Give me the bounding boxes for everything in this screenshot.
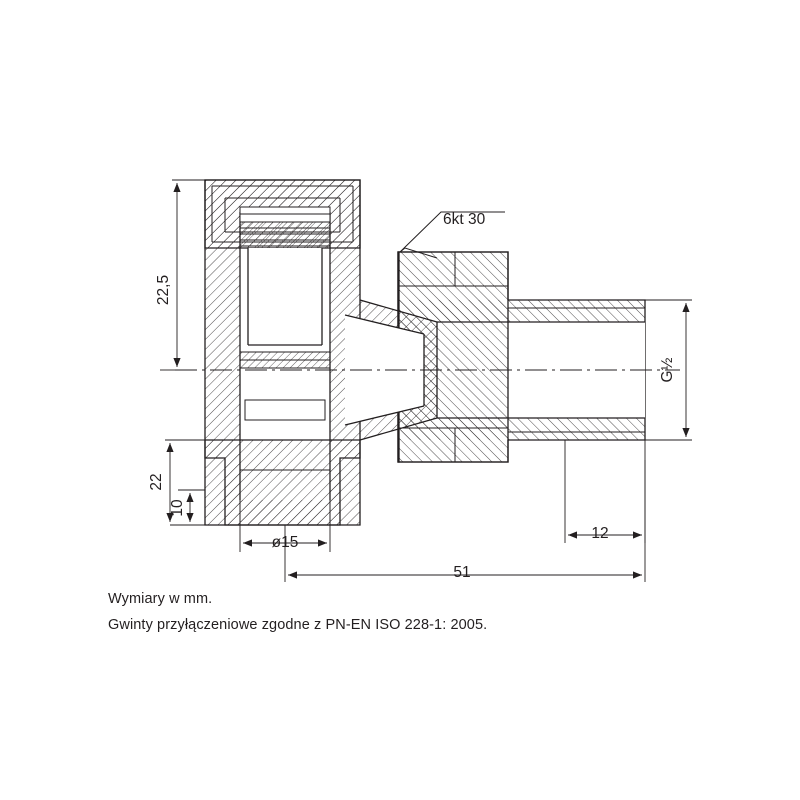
upper-cartridge xyxy=(240,207,330,222)
dim-label-10: 10 xyxy=(169,499,186,517)
valve-body-geometry xyxy=(175,180,680,525)
notes-block xyxy=(108,586,708,638)
callout-label-hex-size: 6kt 30 xyxy=(443,211,486,228)
dim-label-22: 22 xyxy=(148,473,165,491)
dim-label-diameter-15: ø15 xyxy=(271,534,299,551)
upper-thread-rings xyxy=(240,222,330,248)
dim-label-22-5: 22,5 xyxy=(155,274,172,306)
note-thread-standard: Gwinty przyłączeniowe zgodne z PN-EN ISO 228-1: 2005. xyxy=(108,617,488,633)
dim-label-51: 51 xyxy=(453,564,471,581)
seal-pack xyxy=(240,352,330,368)
spindle xyxy=(248,248,322,345)
lower-spigot xyxy=(205,440,360,525)
dim-label-g-half: G½ xyxy=(659,357,676,383)
lower-chamber xyxy=(245,400,325,420)
dim-label-12: 12 xyxy=(591,525,609,542)
note-units: Wymiary w mm. xyxy=(108,591,213,607)
